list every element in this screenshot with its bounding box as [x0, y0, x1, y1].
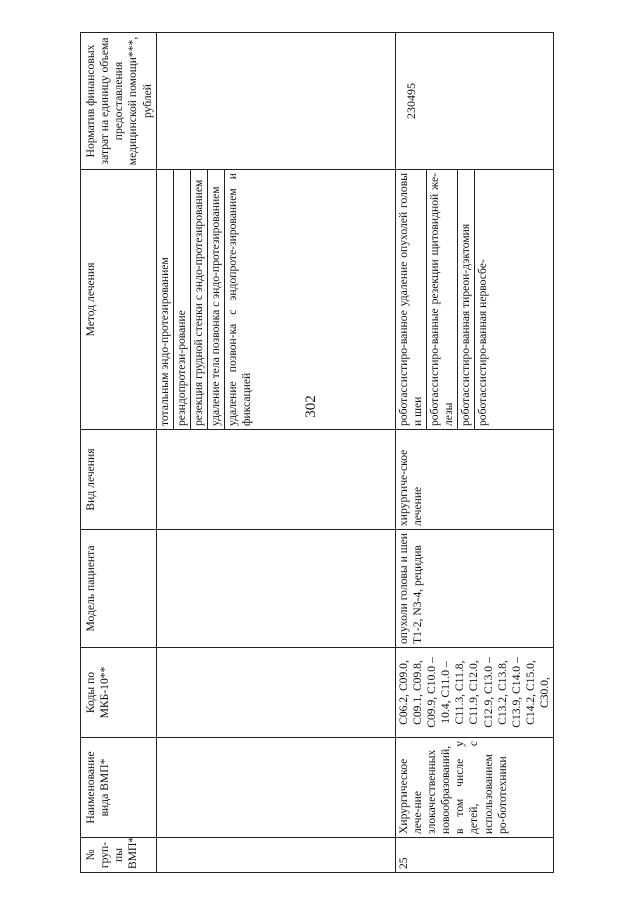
method-item: резндопротези-рование [174, 170, 191, 429]
group-number-cell: 25 [395, 838, 554, 873]
vmp-name-cell: Хирургическое лече-ние злокачественных новообразований, в том числе у детей, с использованием ро-бототехники [395, 738, 554, 838]
header-model: Модель пациента [81, 530, 157, 648]
page-number: 302 [302, 395, 319, 418]
method-cell [395, 170, 554, 430]
method-cell [156, 170, 395, 430]
table-cell [156, 838, 395, 873]
method-item: роботассистиро-ванная нервосбе- [476, 259, 490, 426]
method-item: роботассистиро-ванные резекции щитовидной же-лезы [427, 170, 458, 429]
method-item: тотальным эндо-протезированием [157, 170, 174, 429]
header-method: Метод лечения [81, 170, 157, 430]
table-cell [156, 430, 395, 530]
table-cell [156, 648, 395, 738]
header-name: Наименование вида ВМП* [81, 738, 157, 838]
method-item: роботассистиро-ванное удаление опухолей головы и шеи [396, 170, 427, 429]
header-group: № груп-пы ВМП* [81, 838, 157, 873]
method-item: роботассистиро-ванная тиреои-дэктомия [458, 170, 475, 429]
treatment-type-cell: хирургиче-ское лечение [395, 430, 554, 530]
norm-value-cell: 230495 [395, 33, 554, 170]
method-item: удаление позвон-ка с эндопроте-зированием и фиксацией [226, 173, 254, 426]
patient-model-cell: опухоли головы и шеи T1-2, N3-4, рецидив [395, 530, 554, 648]
table-cell [156, 33, 395, 170]
header-codes: Коды по МКБ-10** [81, 648, 157, 738]
method-item: резекция грудной стенки с эндо-протезированием [191, 170, 208, 429]
table-row-25 [395, 33, 554, 873]
vmp-table [80, 32, 554, 873]
header-row [81, 33, 157, 873]
header-norm: Норматив финансовых затрат на единицу объема предоставления медицинской помощи***, рублей [81, 33, 157, 170]
icd-codes-cell: C06.2, C09.0, C09.1, C09.8, C09.9, C10.0 – 10.4, C11.0 – C11.3, C11.8, C11.9, C12.0, C12.9, C13.0 – C13.2, C13.8, C13.9, C14.0 – C14.2, C15.0, C30.0, [395, 648, 554, 738]
continued-row [156, 33, 395, 873]
method-item: удаление тела позвонка с эндо-протезированием [208, 170, 225, 429]
rotated-table-container [80, 33, 615, 873]
table-cell [156, 738, 395, 838]
table-cell [156, 530, 395, 648]
header-type: Вид лечения [81, 430, 157, 530]
